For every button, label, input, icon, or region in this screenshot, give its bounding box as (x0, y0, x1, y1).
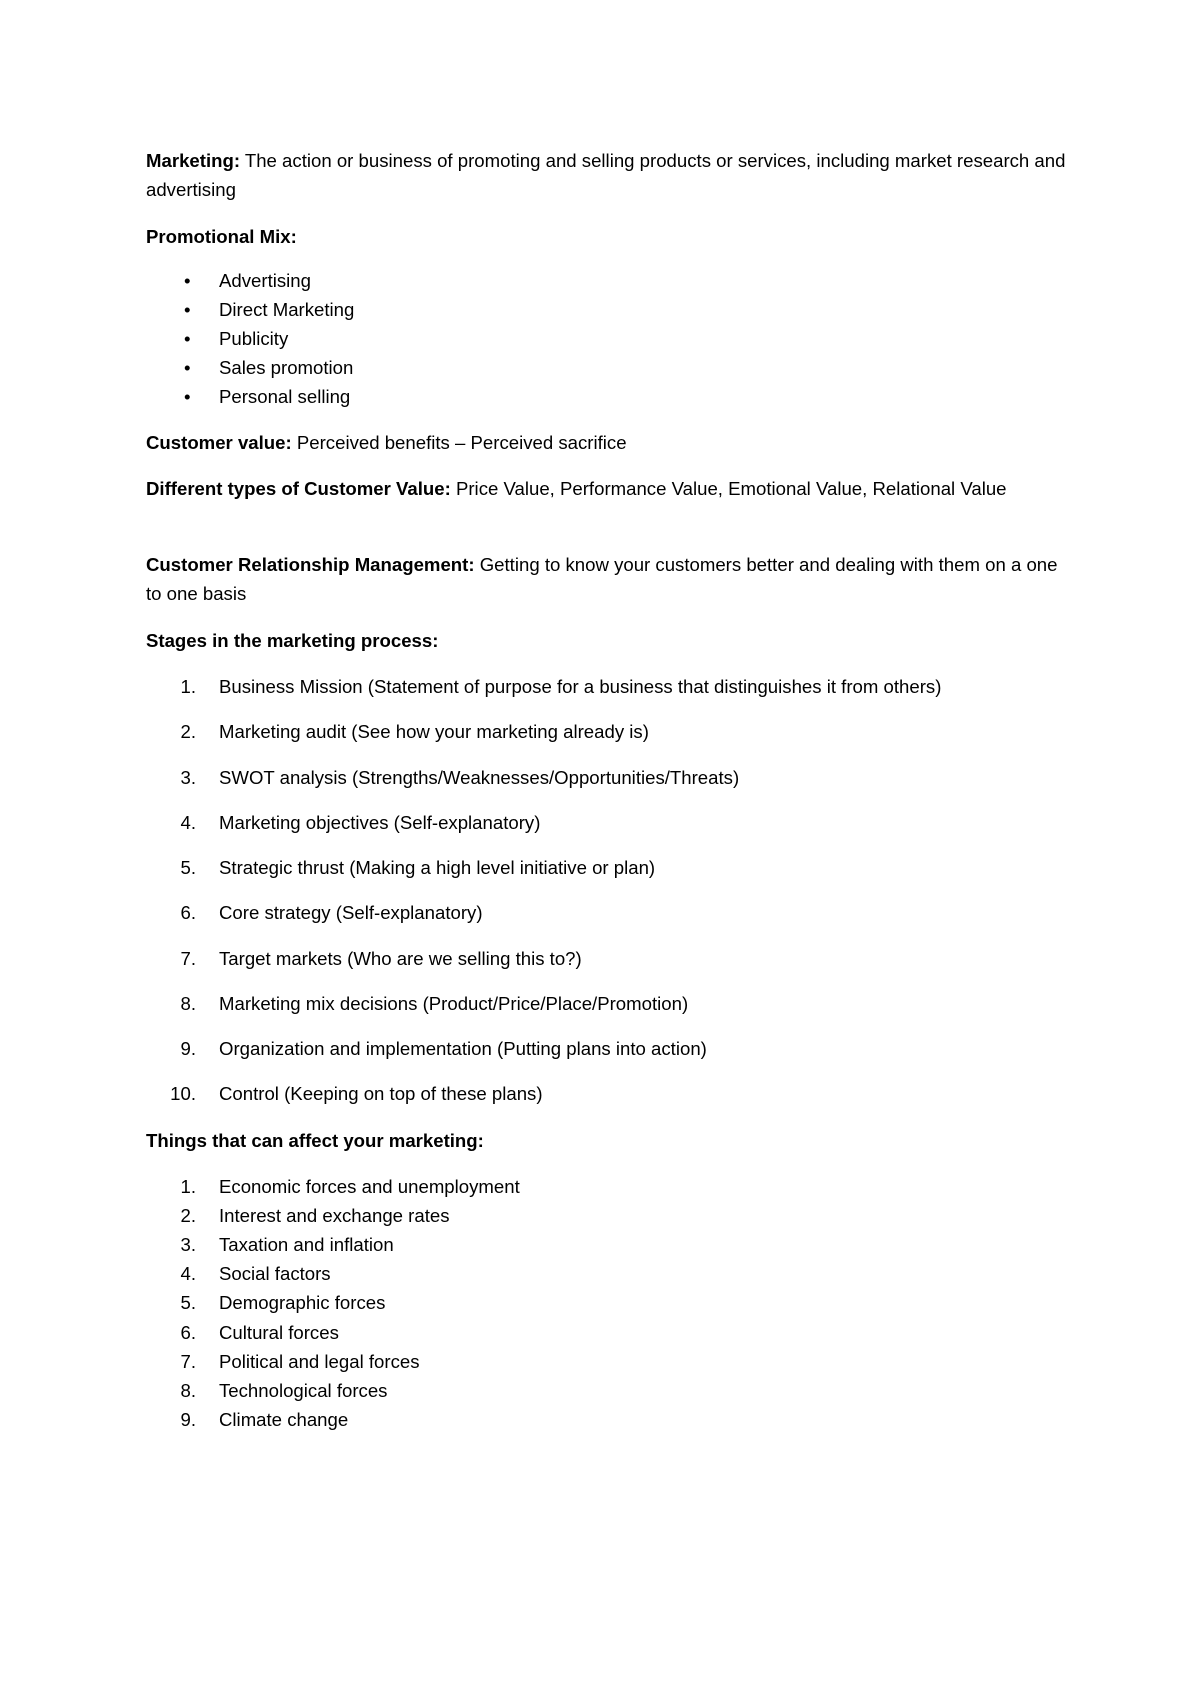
bullet-icon: • (184, 357, 191, 378)
list-number: 8. (180, 993, 196, 1014)
stages-heading (146, 626, 1076, 655)
list-item-text: Interest and exchange rates (219, 1205, 450, 1226)
list-number: 1. (180, 676, 196, 697)
list-item-text: Organization and implementation (Putting plans into action) (219, 1038, 707, 1059)
list-number: 5. (180, 1292, 196, 1313)
list-item-text: Demographic forces (219, 1292, 386, 1313)
list-number: 9. (180, 1038, 196, 1059)
list-number: 4. (180, 812, 196, 833)
list-item-text: Core strategy (Self-explanatory) (219, 902, 483, 923)
list-number: 7. (180, 948, 196, 969)
term-label: Customer Relationship Management: (146, 554, 475, 575)
list-item-text: Publicity (219, 328, 289, 349)
list-number: 6. (180, 902, 196, 923)
list-item-text: Marketing mix decisions (Product/Price/Place/Promotion) (219, 993, 689, 1014)
definition-text: The action or business of promoting and selling products or services, including market research and advertising (146, 150, 1066, 200)
customer-value-types-definition (146, 474, 1076, 503)
heading-text: Promotional Mix: (146, 226, 297, 247)
list-number: 3. (180, 767, 196, 788)
bullet-icon: • (184, 386, 191, 407)
list-item-text: Climate change (219, 1409, 349, 1430)
term-label: Customer value: (146, 432, 292, 453)
list-item-text: Taxation and inflation (219, 1234, 394, 1255)
list-number: 2. (180, 721, 196, 742)
bullet-icon: • (184, 270, 191, 291)
list-number: 4. (180, 1263, 196, 1284)
list-number: 7. (180, 1351, 196, 1372)
list-item-text: SWOT analysis (Strengths/Weaknesses/Opportunities/Threats) (219, 767, 740, 788)
list-number: 2. (180, 1205, 196, 1226)
definition-text: Price Value, Performance Value, Emotional Value, Relational Value (450, 478, 1007, 499)
list-item-text: Target markets (Who are we selling this to?) (219, 948, 582, 969)
heading-text: Stages in the marketing process: (146, 630, 439, 651)
marketing-definition (146, 146, 1076, 204)
definition-text: Perceived benefits – Perceived sacrifice (291, 432, 627, 453)
bullet-icon: • (184, 299, 191, 320)
list-item-text: Social factors (219, 1263, 331, 1284)
list-item-text: Strategic thrust (Making a high level initiative or plan) (219, 857, 656, 878)
list-number: 3. (180, 1234, 196, 1255)
list-item-text: Control (Keeping on top of these plans) (219, 1083, 543, 1104)
list-item-text: Economic forces and unemployment (219, 1176, 520, 1197)
list-number: 10. (170, 1083, 196, 1104)
term-label: Marketing: (146, 150, 241, 171)
list-number: 9. (180, 1409, 196, 1430)
list-number: 1. (180, 1176, 196, 1197)
list-item-text: Personal selling (219, 386, 351, 407)
list-item-text: Cultural forces (219, 1322, 339, 1343)
list-item-text: Advertising (219, 270, 311, 291)
affect-heading (146, 1126, 1076, 1155)
list-item-text: Business Mission (Statement of purpose for a business that distinguishes it from others) (219, 676, 942, 697)
list-item-text: Technological forces (219, 1380, 388, 1401)
list-number: 8. (180, 1380, 196, 1401)
list-number: 6. (180, 1322, 196, 1343)
promotional-mix-heading (146, 222, 1076, 251)
heading-text: Things that can affect your marketing: (146, 1130, 484, 1151)
list-item-text: Direct Marketing (219, 299, 355, 320)
list-item-text: Sales promotion (219, 357, 354, 378)
bullet-icon: • (184, 328, 191, 349)
list-number: 5. (180, 857, 196, 878)
crm-definition (146, 550, 1076, 608)
list-item-text: Political and legal forces (219, 1351, 420, 1372)
list-item-text: Marketing audit (See how your marketing already is) (219, 721, 649, 742)
list-item-text: Marketing objectives (Self-explanatory) (219, 812, 541, 833)
definition-text: Getting to know your customers better and dealing with them on a one to one basis (146, 554, 1058, 604)
customer-value-definition (146, 428, 1076, 457)
term-label: Different types of Customer Value: (146, 478, 451, 499)
